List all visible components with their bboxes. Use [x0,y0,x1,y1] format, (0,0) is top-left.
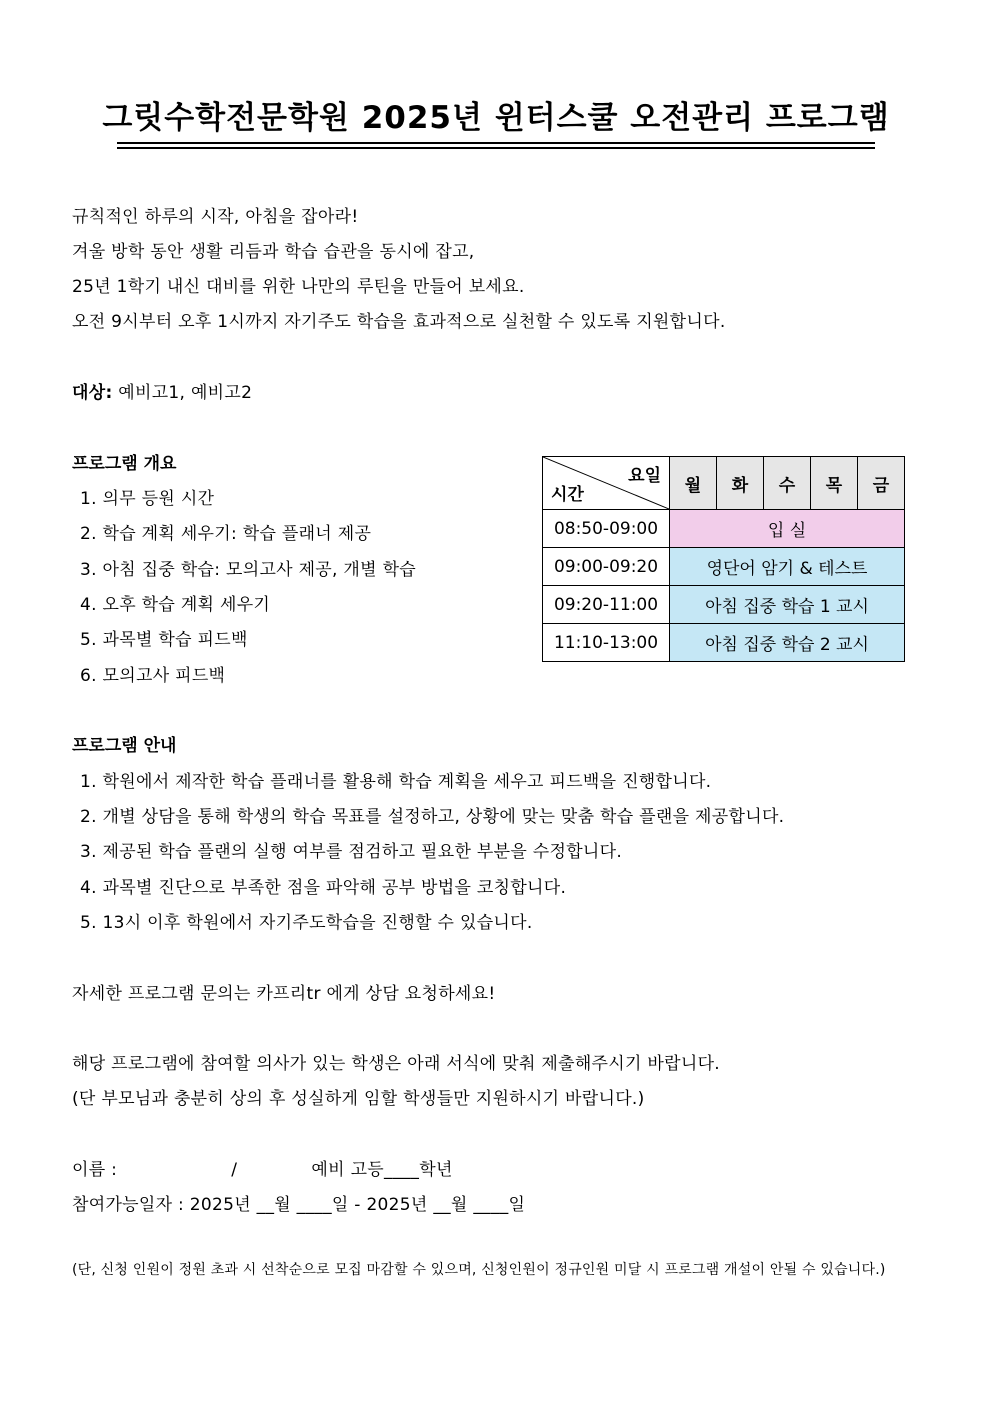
day-header: 목 [811,457,858,510]
schedule-row [543,510,905,548]
overview-item: 6. 모의고사 피드백 [80,666,226,686]
guide-heading: 프로그램 안내 [72,736,177,756]
activity-cell: 영단어 암기 & 테스트 [670,548,905,586]
activity-cell: 입 실 [670,510,905,548]
day-axis-label: 요일 [628,466,661,486]
time-cell: 09:00-09:20 [543,548,670,586]
overview-item: 3. 아침 집중 학습: 모의고사 제공, 개별 학습 [80,560,417,580]
day-header: 월 [670,457,717,510]
guide-item: 1. 학원에서 제작한 학습 플래너를 활용해 학습 계획을 세우고 피드백을 진행합니다. [80,772,712,792]
footnote: (단, 신청 인원이 정원 초과 시 선착순으로 모집 마감할 수 있으며, 신청인원이 정규인원 미달 시 프로그램 개설이 안될 수 있습니다.) [72,1262,886,1278]
day-header: 금 [858,457,905,510]
overview-item: 2. 학습 계획 세우기: 학습 플래너 제공 [80,524,372,544]
time-cell: 08:50-09:00 [543,510,670,548]
day-header: 수 [764,457,811,510]
guide-item: 3. 제공된 학습 플랜의 실행 여부를 점검하고 필요한 부분을 수정합니다. [80,842,623,862]
schedule-row [543,548,905,586]
time-axis-label: 시간 [551,485,584,505]
title-underline-top [117,142,875,144]
target-line [72,378,252,403]
schedule-row [543,624,905,662]
guide-item: 5. 13시 이후 학원에서 자기주도학습을 진행할 수 있습니다. [80,913,533,933]
page-title: 그릿수학전문학원 2025년 윈터스쿨 오전관리 프로그램 [102,100,890,136]
target-label: 대상: [72,383,113,403]
intro-line: 오전 9시부터 오후 1시까지 자기주도 학습을 효과적으로 실천할 수 있도록 지원합니다. [72,312,726,332]
schedule-row [543,586,905,624]
overview-item: 4. 오후 학습 계획 세우기 [80,595,271,615]
time-cell: 11:10-13:00 [543,624,670,662]
date-field-line: 참여가능일자 : 2025년 __월 ____일 - 2025년 __월 ____일 [72,1195,526,1215]
overview-item: 5. 과목별 학습 피드백 [80,630,248,650]
name-field-line: 이름 : / 예비 고등____학년 [72,1160,453,1180]
activity-cell: 아침 집중 학습 2 교시 [670,624,905,662]
overview-heading: 프로그램 개요 [72,454,177,474]
overview-item: 1. 의무 등원 시간 [80,489,215,509]
day-header: 화 [717,457,764,510]
schedule-table [542,456,905,662]
title-underline-bottom [117,147,875,149]
contact-line: 자세한 프로그램 문의는 카프리tr 에게 상담 요청하세요! [72,984,496,1004]
schedule-header-row [543,457,905,510]
activity-cell: 아침 집중 학습 1 교시 [670,586,905,624]
apply-line: (단 부모님과 충분히 상의 후 성실하게 임할 학생들만 지원하시기 바랍니다.) [72,1089,645,1109]
guide-item: 2. 개별 상담을 통해 학생의 학습 목표를 설정하고, 상황에 맞는 맞춤 학습 플랜을 제공합니다. [80,807,785,827]
time-cell: 09:20-11:00 [543,586,670,624]
intro-line: 25년 1학기 내신 대비를 위한 나만의 루틴을 만들어 보세요. [72,277,525,297]
guide-item: 4. 과목별 진단으로 부족한 점을 파악해 공부 방법을 코칭합니다. [80,878,567,898]
apply-line: 해당 프로그램에 참여할 의사가 있는 학생은 아래 서식에 맞춰 제출해주시기 바랍니다. [72,1054,721,1074]
target-value: 예비고1, 예비고2 [112,383,253,403]
intro-line: 규칙적인 하루의 시작, 아침을 잡아라! [72,207,359,227]
intro-line: 겨울 방학 동안 생활 리듬과 학습 습관을 동시에 잡고, [72,242,475,262]
schedule-corner-cell [543,457,670,510]
